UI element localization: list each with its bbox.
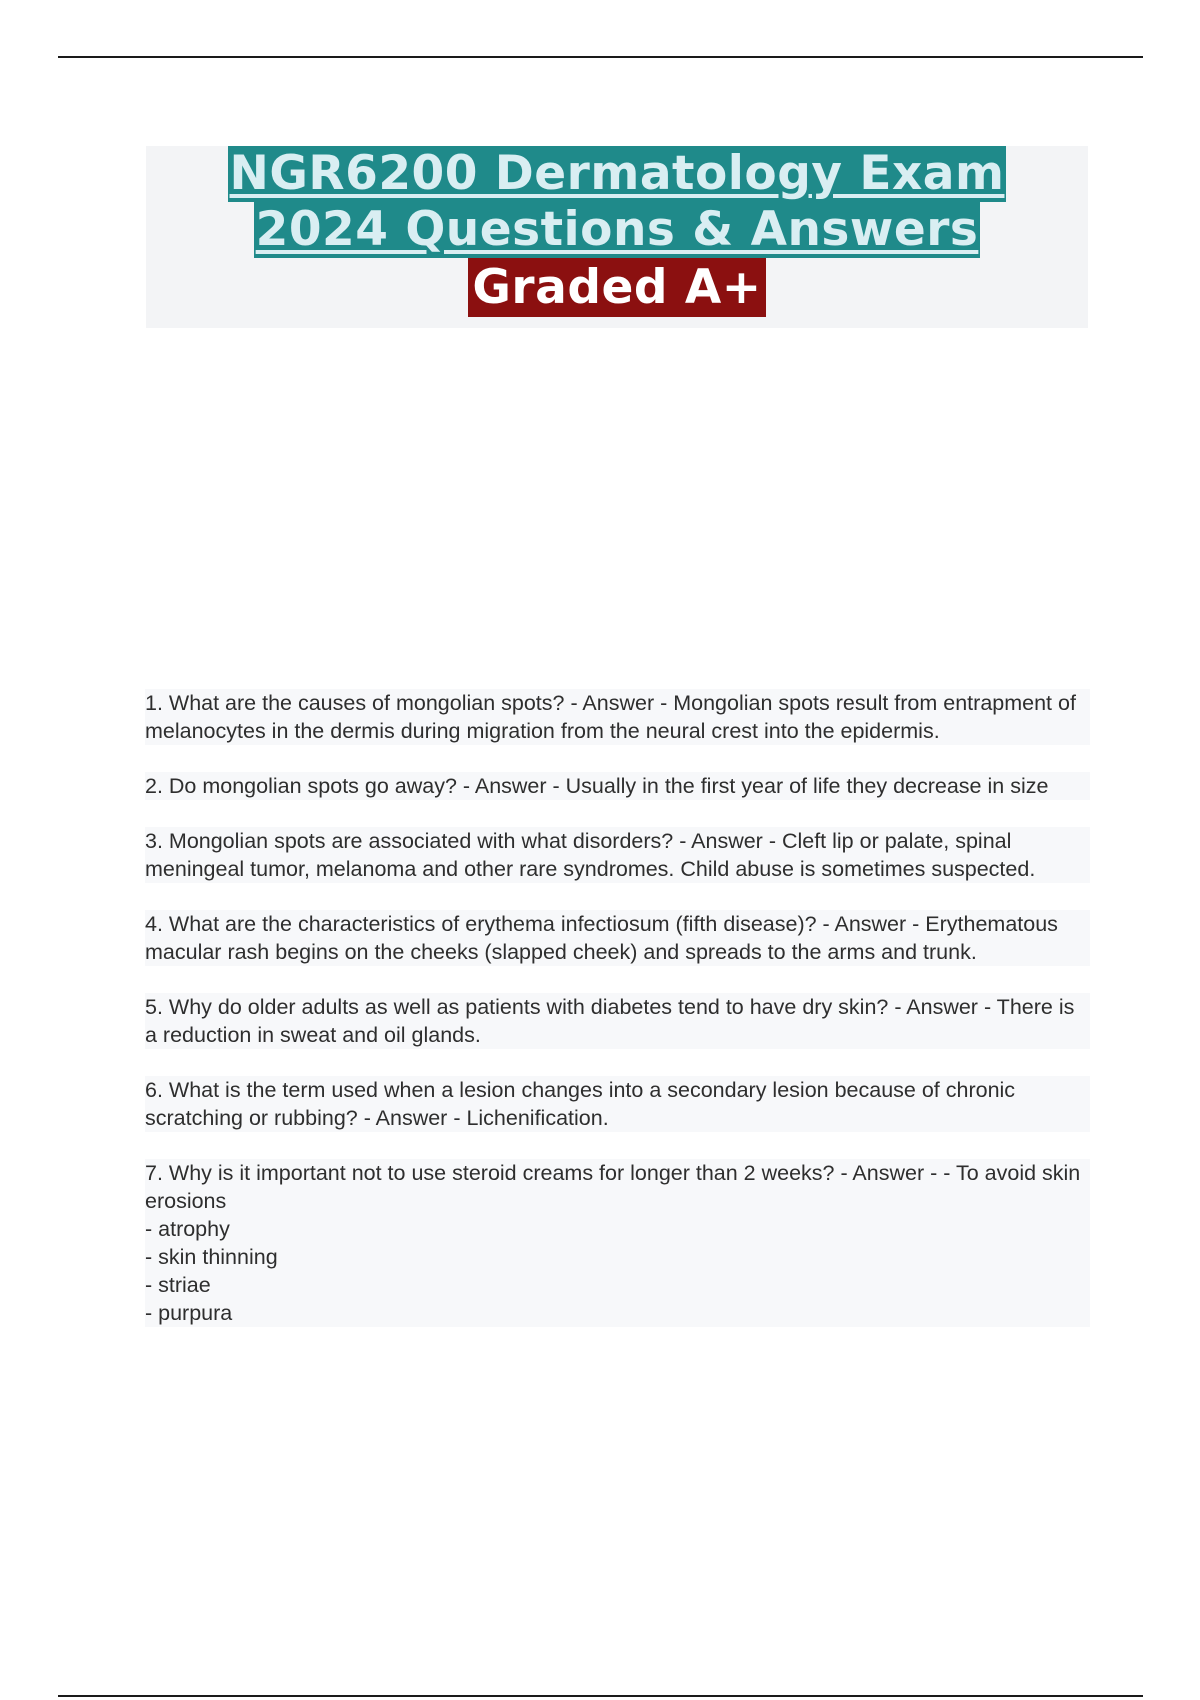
qa-text: 5. Why do older adults as well as patients with diabetes tend to have dry skin? - Answer - There is a reduction in sweat and oil glands. xyxy=(145,995,1075,1047)
qa-text: 7. Why is it important not to use steroid creams for longer than 2 weeks? - Answer - - To avoid skin erosions xyxy=(145,1161,1081,1213)
qa-text: 1. What are the causes of mongolian spots? - Answer - Mongolian spots result from entrapment of melanocytes in the dermis during migration from the neural crest into the epidermis. xyxy=(145,691,1076,743)
grade-badge: Graded A+ xyxy=(468,258,765,317)
qa-item-3 xyxy=(145,827,1090,883)
sub-item: - skin thinning xyxy=(145,1245,278,1269)
qa-text: 2. Do mongolian spots go away? - Answer - Usually in the first year of life they decrease in size xyxy=(145,774,1049,798)
qa-item-5 xyxy=(145,993,1090,1049)
qa-text: 3. Mongolian spots are associated with what disorders? - Answer - Cleft lip or palate, spinal meningeal tumor, melanoma and other rare syndromes. Child abuse is sometimes suspected. xyxy=(145,829,1036,881)
sub-item: - atrophy xyxy=(145,1217,230,1241)
qa-text: 4. What are the characteristics of erythema infectiosum (fifth disease)? - Answer - Erythematous macular rash begins on the cheeks (slapped cheek) and spreads to the arms and trunk. xyxy=(145,912,1058,964)
bottom-rule xyxy=(58,1695,1143,1697)
document-title-block xyxy=(146,146,1088,328)
answer-sub-list xyxy=(145,1215,1090,1327)
qa-item-7 xyxy=(145,1159,1090,1327)
sub-item: - purpura xyxy=(145,1301,233,1325)
top-rule xyxy=(58,56,1143,58)
title-line-2: 2024 Questions & Answers xyxy=(255,202,979,257)
qa-list xyxy=(145,689,1090,1354)
qa-item-2 xyxy=(145,772,1090,800)
sub-item: - striae xyxy=(145,1273,211,1297)
qa-item-4 xyxy=(145,910,1090,966)
qa-text: 6. What is the term used when a lesion changes into a secondary lesion because of chronic scratching or rubbing? - Answer - Lichenification. xyxy=(145,1078,1016,1130)
qa-item-6 xyxy=(145,1076,1090,1132)
title-line-1: NGR6200 Dermatology Exam xyxy=(229,146,1005,201)
qa-item-1 xyxy=(145,689,1090,745)
